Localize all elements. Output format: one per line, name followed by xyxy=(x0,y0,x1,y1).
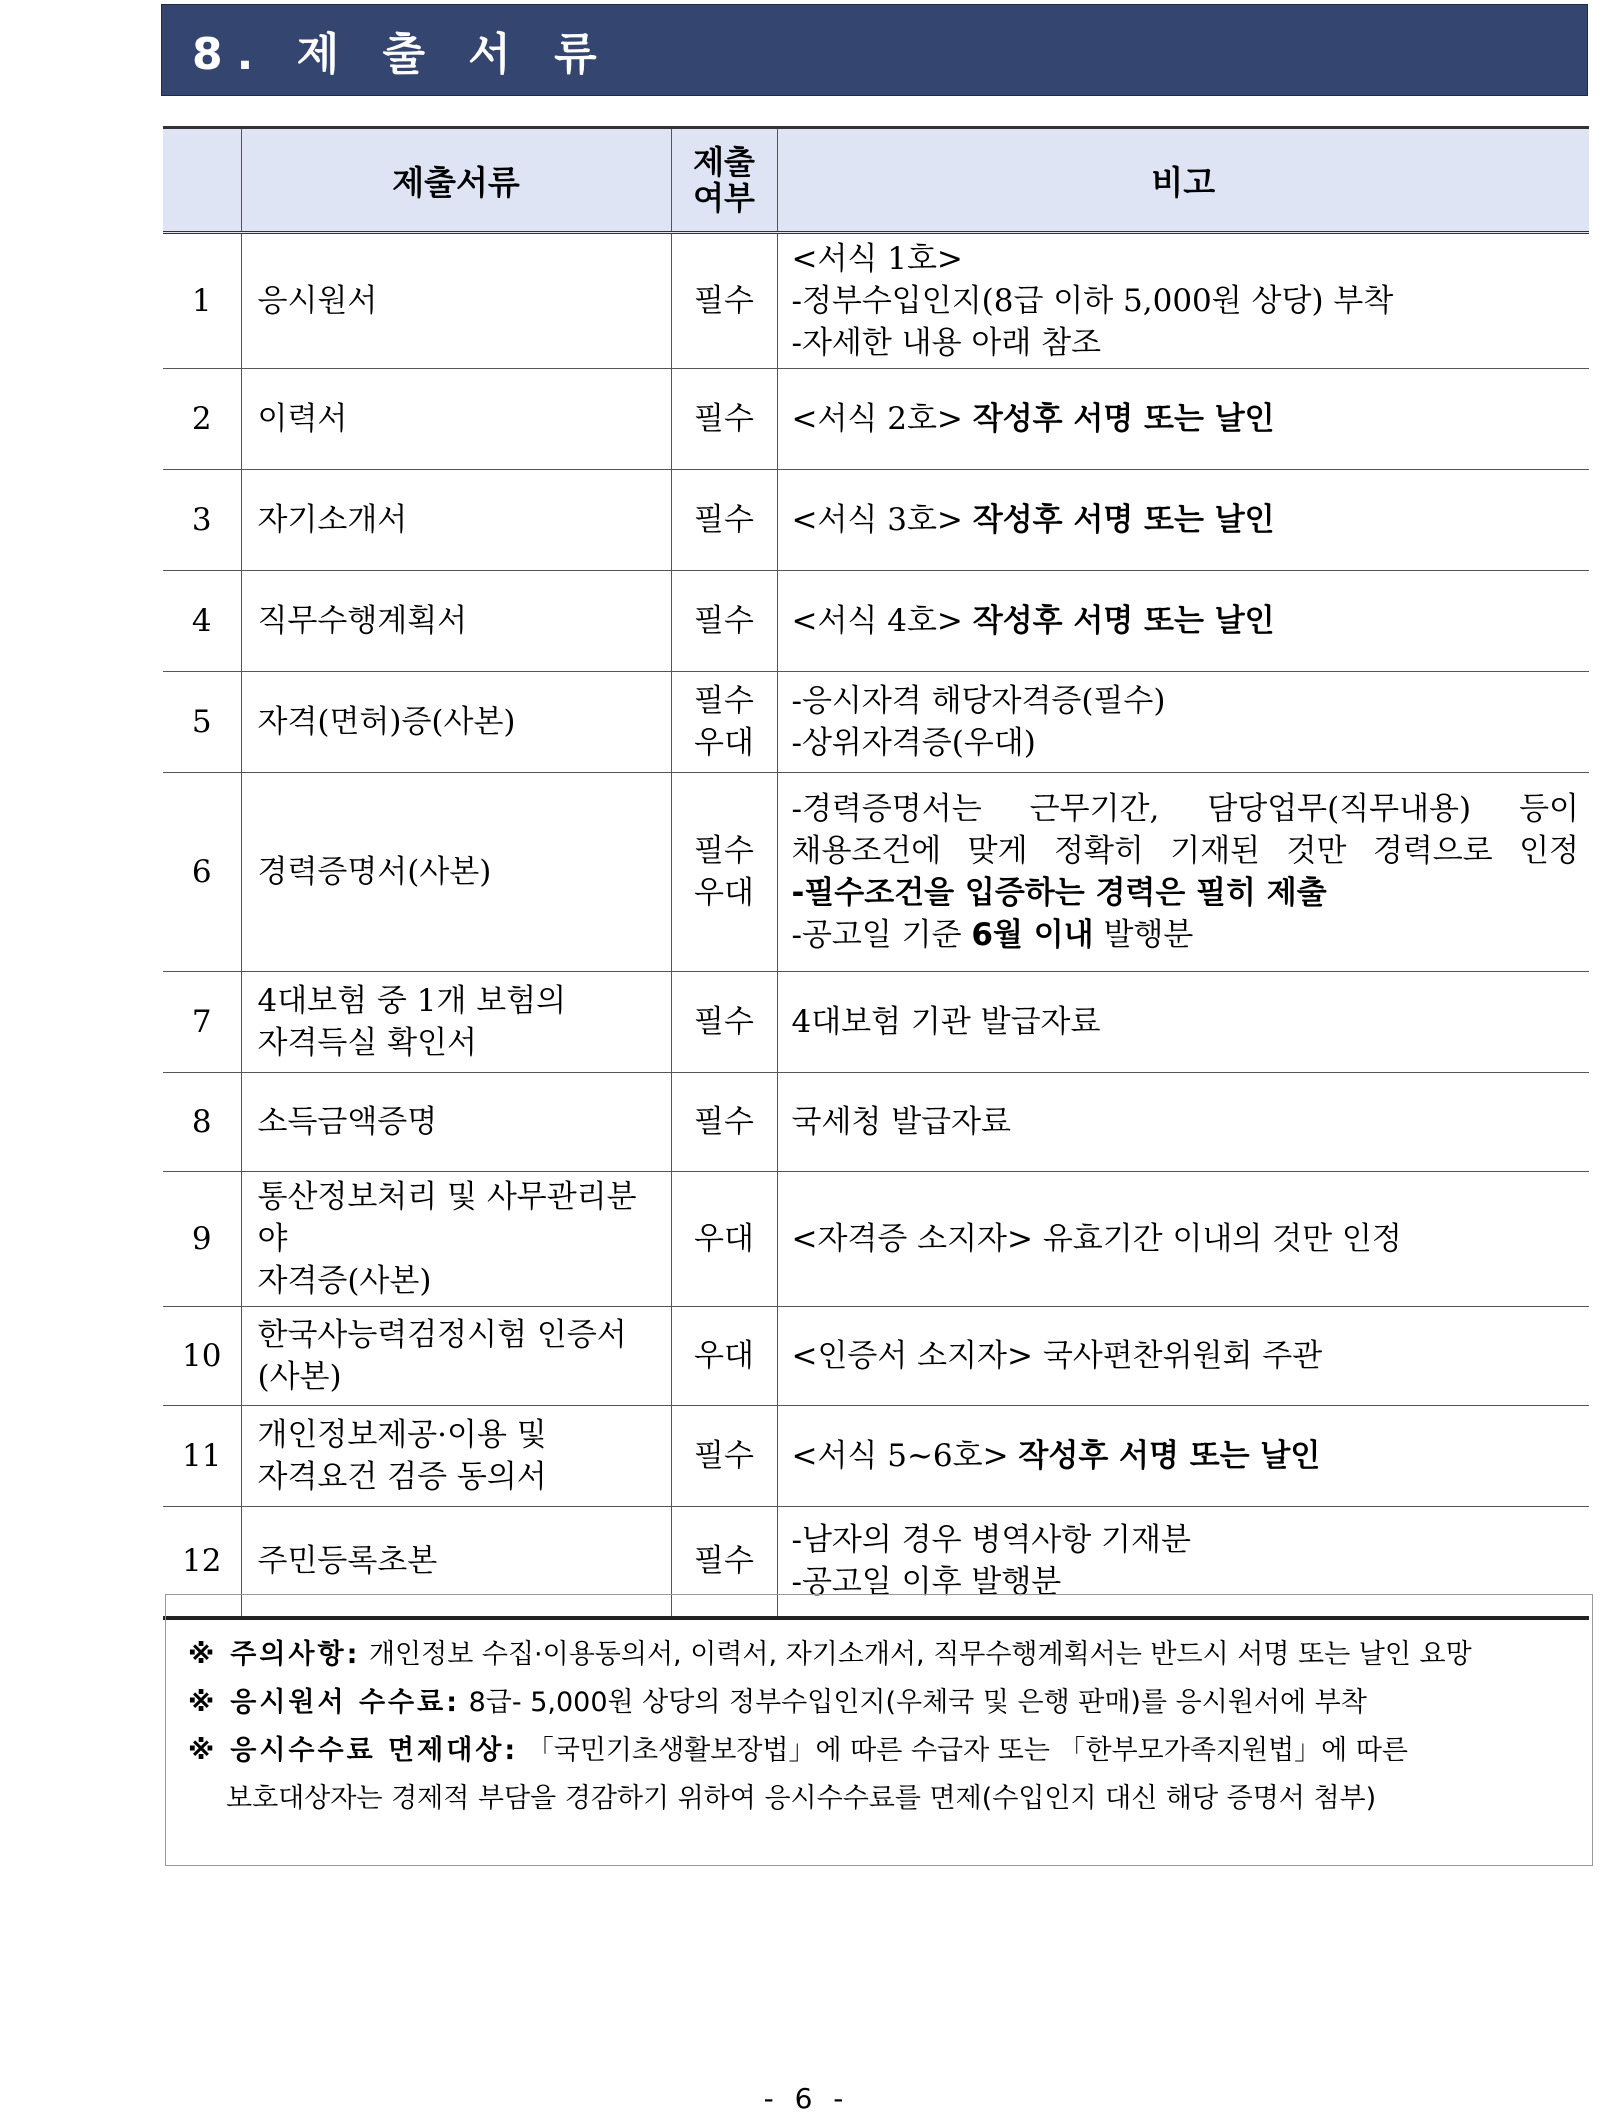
remarks-text: <인증서 소지자> 국사편찬위원회 주관 xyxy=(791,1338,1323,1374)
remarks-line xyxy=(792,322,1580,364)
table-body xyxy=(163,233,1589,1618)
remarks-text: -상위자격증(우대) xyxy=(791,725,1036,761)
row-number: 10 xyxy=(163,1307,241,1406)
notice-label: 응시수수료 면제대상: xyxy=(230,1735,519,1766)
document-name-cell xyxy=(241,672,671,773)
header-documents: 제출서류 xyxy=(241,128,671,233)
remarks-text: <자격증 소지자> 유효기간 이내의 것만 인정 xyxy=(791,1221,1402,1257)
document-name: 자기소개서 xyxy=(257,502,408,538)
required-status: 우대 xyxy=(694,1338,754,1374)
table-header-row xyxy=(163,128,1589,233)
remarks-text: 국세청 발급자료 xyxy=(791,1104,1011,1140)
remarks-cell xyxy=(777,571,1589,672)
document-name: 한국사능력검정시험 인증서 xyxy=(257,1317,627,1353)
table-row xyxy=(163,571,1589,672)
remarks-text: <서식 5~6호> xyxy=(791,1438,1019,1474)
row-number: 6 xyxy=(163,773,241,972)
document-name-cell xyxy=(241,1073,671,1172)
remarks-text: 4대보험 기관 발급자료 xyxy=(791,1004,1101,1040)
document-name-cell xyxy=(241,470,671,571)
remarks-line xyxy=(792,1435,1580,1477)
remarks-line xyxy=(792,280,1580,322)
required-status: 우대 xyxy=(694,875,754,911)
remarks-cell xyxy=(777,1406,1589,1507)
header-required xyxy=(671,128,777,233)
remarks-cell xyxy=(777,1172,1589,1307)
required-status-cell xyxy=(671,571,777,672)
remarks-line xyxy=(792,788,1580,830)
document-name: 통산정보처리 및 사무관리분야 xyxy=(257,1179,637,1257)
required-status-cell xyxy=(671,1307,777,1406)
remarks-text: -남자의 경우 병역사항 기재분 xyxy=(791,1522,1191,1559)
table-row xyxy=(163,369,1589,470)
document-name: 자격요건 검증 동의서 xyxy=(257,1459,547,1495)
required-status-cell xyxy=(671,972,777,1073)
remarks-line xyxy=(792,238,1580,280)
document-name-cell xyxy=(241,369,671,470)
required-status-cell xyxy=(671,1406,777,1507)
document-name: 소득금액증명 xyxy=(257,1104,438,1140)
remarks-text: -자세한 내용 아래 참조 xyxy=(791,325,1102,361)
remarks-line xyxy=(792,722,1580,764)
required-status-cell xyxy=(671,233,777,369)
table-row xyxy=(163,672,1589,773)
table-row xyxy=(163,1172,1589,1307)
row-number: 2 xyxy=(163,369,241,470)
document-name: 경력증명서(사본) xyxy=(257,854,492,890)
document-name-cell xyxy=(241,1406,671,1507)
document-name: 자격(면허)증(사본) xyxy=(257,704,516,740)
document-name-cell xyxy=(241,1307,671,1406)
table-row xyxy=(163,1307,1589,1406)
row-number: 4 xyxy=(163,571,241,672)
required-status: 필수 xyxy=(694,683,754,719)
remarks-text: <서식 2호> xyxy=(791,401,973,437)
remarks-text: 채용조건에 맞게 정확히 기재된 것만 경력으로 인정 xyxy=(791,833,1579,869)
remarks-text: <서식 4호> xyxy=(791,603,973,639)
notice-text: 개인정보 수집·이용동의서, 이력서, 자기소개서, 직무수행계획서는 반드시 서명 또는 날인 요망 xyxy=(360,1639,1472,1670)
notice-item xyxy=(188,1727,1574,1775)
remarks-text: <서식 3호> xyxy=(791,502,973,538)
remarks-line xyxy=(792,499,1580,541)
notice-text: 「국민기초생활보장법」에 따른 수급자 또는 「한부모가족지원법」에 따른 xyxy=(518,1735,1408,1766)
required-status-cell xyxy=(671,773,777,972)
remarks-line xyxy=(792,1101,1580,1143)
row-number: 1 xyxy=(163,233,241,369)
document-name: 이력서 xyxy=(257,401,348,437)
remarks-line xyxy=(792,1519,1580,1561)
required-status: 필수 xyxy=(694,283,754,319)
remarks-emphasis: 6월 이내 xyxy=(971,917,1094,953)
required-status: 필수 xyxy=(694,502,754,538)
document-name: 자격증(사본) xyxy=(257,1263,432,1299)
remarks-cell xyxy=(777,672,1589,773)
remarks-line xyxy=(792,1001,1580,1043)
remarks-emphasis: 작성후 서명 또는 날인 xyxy=(1018,1438,1321,1474)
remarks-text: -경력증명서는 근무기간, 담당업무(직무내용) 등이 xyxy=(791,791,1579,827)
section-title-bar xyxy=(161,4,1588,96)
document-name: 주민등록초본 xyxy=(257,1543,438,1580)
remarks-cell xyxy=(777,470,1589,571)
required-status: 필수 xyxy=(694,1104,754,1140)
row-number: 3 xyxy=(163,470,241,571)
section-title: 8. 제 출 서 류 xyxy=(192,29,611,80)
table-row xyxy=(163,1073,1589,1172)
remarks-line xyxy=(792,398,1580,440)
table-row xyxy=(163,233,1589,369)
remarks-emphasis: 작성후 서명 또는 날인 xyxy=(972,401,1275,437)
remarks-line xyxy=(792,600,1580,642)
remarks-line xyxy=(792,1218,1580,1260)
document-name: 응시원서 xyxy=(257,283,378,319)
document-name: (사본) xyxy=(257,1359,342,1395)
row-number: 8 xyxy=(163,1073,241,1172)
remarks-text: -정부수입인지(8급 이하 5,000원 상당) 부착 xyxy=(791,283,1394,319)
remarks-emphasis: 작성후 서명 또는 날인 xyxy=(972,603,1275,639)
document-name: 자격득실 확인서 xyxy=(257,1025,477,1061)
required-status-cell xyxy=(671,1073,777,1172)
notice-label: 응시원서 수수료: xyxy=(230,1687,461,1718)
remarks-text: 발행분 xyxy=(1093,917,1194,953)
required-status: 필수 xyxy=(694,1004,754,1040)
header-remarks: 비고 xyxy=(777,128,1589,233)
header-num xyxy=(163,128,241,233)
reference-mark: ※ xyxy=(188,1639,215,1670)
required-status: 우대 xyxy=(694,725,754,761)
row-number: 5 xyxy=(163,672,241,773)
required-status-cell xyxy=(671,1172,777,1307)
required-status: 필수 xyxy=(694,1543,754,1580)
document-name-cell xyxy=(241,233,671,369)
document-name: 직무수행계획서 xyxy=(257,603,468,639)
document-name-cell xyxy=(241,1172,671,1307)
table-row xyxy=(163,773,1589,972)
row-number: 9 xyxy=(163,1172,241,1307)
required-status: 우대 xyxy=(694,1221,754,1257)
required-status: 필수 xyxy=(694,603,754,639)
remarks-text: <서식 1호> xyxy=(791,241,963,277)
table-row xyxy=(163,1406,1589,1507)
reference-mark: ※ xyxy=(188,1735,215,1766)
header-required-line1: 제출 xyxy=(693,143,755,181)
remarks-cell xyxy=(777,773,1589,972)
document-name-cell xyxy=(241,773,671,972)
required-status-cell xyxy=(671,470,777,571)
document-name-cell xyxy=(241,571,671,672)
remarks-line xyxy=(792,680,1580,722)
remarks-line xyxy=(792,1335,1580,1377)
header-required-line2: 여부 xyxy=(693,179,755,217)
notice-item xyxy=(188,1631,1574,1679)
remarks-line xyxy=(792,830,1580,872)
notice-label: 주의사항: xyxy=(230,1639,361,1670)
remarks-line xyxy=(792,914,1580,956)
required-status: 필수 xyxy=(694,401,754,437)
remarks-cell xyxy=(777,972,1589,1073)
remarks-cell xyxy=(777,1073,1589,1172)
documents-table xyxy=(163,126,1589,1620)
notice-text: 8급- 5,000원 상당의 정부수입인지(우체국 및 은행 판매)를 응시원서에 부착 xyxy=(460,1687,1367,1718)
remarks-cell xyxy=(777,233,1589,369)
reference-mark: ※ xyxy=(188,1687,215,1718)
notice-item xyxy=(188,1679,1574,1727)
required-status: 필수 xyxy=(694,833,754,869)
remarks-text: -응시자격 해당자격증(필수) xyxy=(791,683,1166,719)
remarks-cell xyxy=(777,369,1589,470)
required-status-cell xyxy=(671,369,777,470)
page-number: - 6 - xyxy=(763,2082,850,2115)
document-name: 4대보험 중 1개 보험의 xyxy=(257,983,567,1019)
notice-box xyxy=(165,1594,1593,1866)
row-number: 11 xyxy=(163,1406,241,1507)
table-row xyxy=(163,972,1589,1073)
document-name: 개인정보제공·이용 및 xyxy=(257,1417,547,1453)
remarks-text: -공고일 이후 발행분 xyxy=(791,1564,1062,1601)
row-number: 12 xyxy=(163,1507,241,1618)
document-name-cell xyxy=(241,972,671,1073)
row-number: 7 xyxy=(163,972,241,1073)
remarks-emphasis: 작성후 서명 또는 날인 xyxy=(972,502,1275,538)
table-row xyxy=(163,470,1589,571)
remarks-line xyxy=(792,872,1580,914)
remarks-emphasis: -필수조건을 입증하는 경력은 필히 제출 xyxy=(791,875,1327,911)
remarks-cell xyxy=(777,1307,1589,1406)
required-status-cell xyxy=(671,672,777,773)
notice-continuation: 보호대상자는 경제적 부담을 경감하기 위하여 응시수수료를 면제(수입인지 대신 해당 증명서 첨부) xyxy=(226,1783,1377,1814)
remarks-text: -공고일 기준 xyxy=(791,917,972,953)
required-status: 필수 xyxy=(694,1438,754,1474)
